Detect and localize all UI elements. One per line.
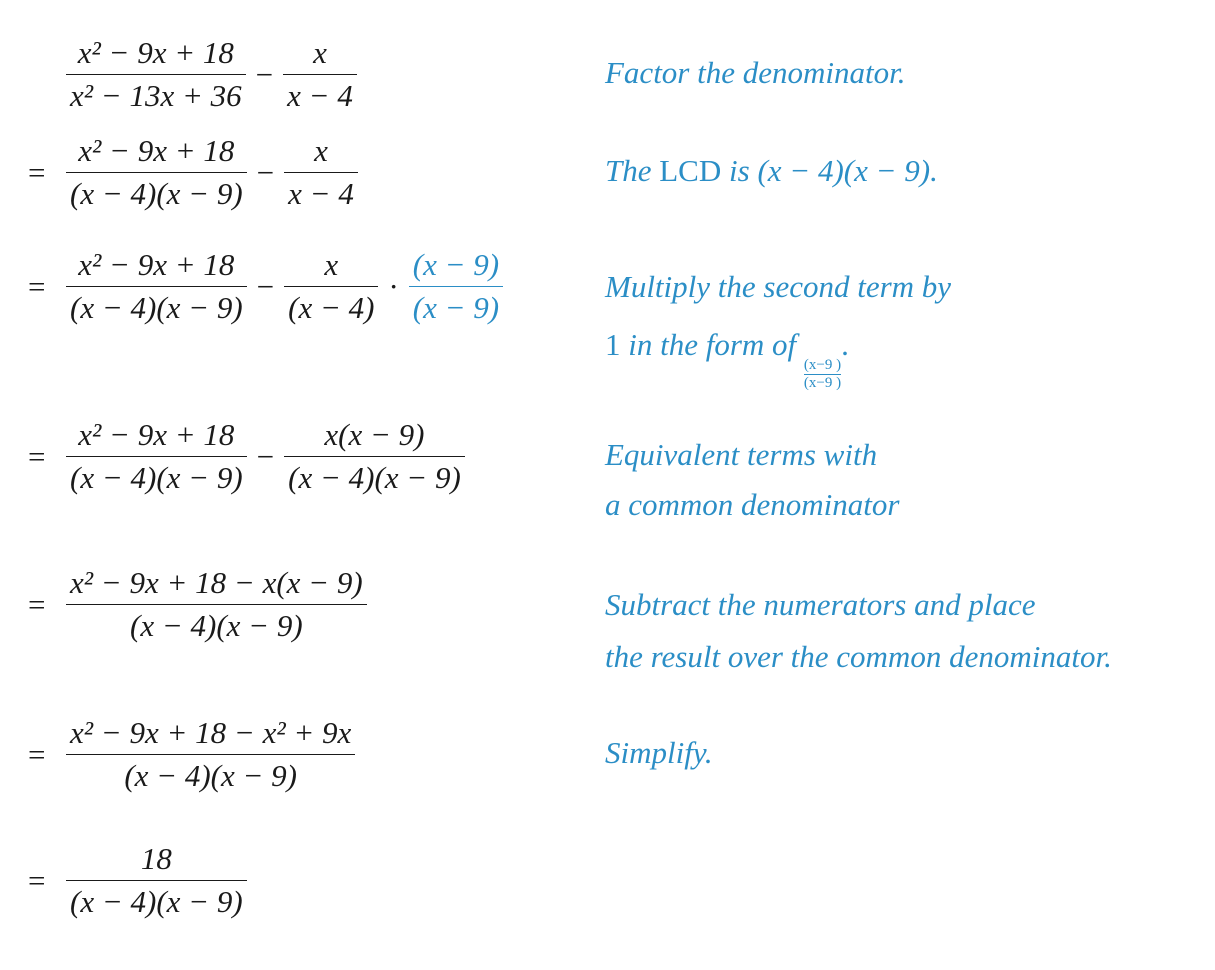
fraction-1 xyxy=(66,244,247,329)
fraction-1 xyxy=(66,712,355,797)
note-subtract-line-1: Subtract the numerators and place xyxy=(605,587,1036,622)
denominator: x − 4 xyxy=(288,176,354,211)
multiply-dot: · xyxy=(388,268,399,304)
denominator: (x − 4)(x − 9) xyxy=(70,884,243,919)
minus-operator: − xyxy=(256,154,275,190)
numerator: x xyxy=(324,247,339,282)
denominator: (x − 4) xyxy=(288,290,375,325)
fraction-1 xyxy=(66,32,246,117)
denominator: (x − 9) xyxy=(412,290,500,325)
note-multiply-one: 1 xyxy=(605,327,621,362)
equals-sign: = xyxy=(28,268,46,304)
note-multiply-line-1: Multiply the second term by xyxy=(605,269,952,304)
numerator: x² − 9x + 18 − x² + 9x xyxy=(70,715,352,750)
fraction-1 xyxy=(66,838,247,923)
equals-sign: = xyxy=(28,862,46,898)
minus-operator: − xyxy=(255,56,274,92)
note-subtract-line-2: the result over the common denominator. xyxy=(605,639,1112,674)
numerator: x² − 9x + 18 xyxy=(78,417,235,452)
step-4 xyxy=(28,414,471,499)
denominator: (x − 4)(x − 9) xyxy=(70,176,243,211)
numerator: x² − 9x + 18 xyxy=(78,133,235,168)
step-1 xyxy=(28,32,363,117)
fraction-1 xyxy=(66,562,367,647)
numerator: (x − 9) xyxy=(412,247,500,282)
denominator: x − 4 xyxy=(287,78,353,113)
numerator: x² − 9x + 18 xyxy=(77,35,234,70)
note-multiply-form: in the form of xyxy=(628,327,797,362)
fraction-one-form xyxy=(409,244,503,329)
denominator: (x − 4)(x − 9) xyxy=(288,460,461,495)
note-multiply-line-2 xyxy=(605,320,849,392)
equals-sign: = xyxy=(28,154,46,190)
equals-sign: = xyxy=(28,438,46,474)
step-6 xyxy=(28,712,361,797)
equals-sign: = xyxy=(28,586,46,622)
minus-operator: − xyxy=(256,268,275,304)
denominator: (x − 4)(x − 9) xyxy=(124,758,297,793)
step-2 xyxy=(28,130,364,215)
note-equivalent-line-1: Equivalent terms with xyxy=(605,437,878,472)
minus-operator: − xyxy=(256,438,275,474)
numerator: x² − 9x + 18 − x(x − 9) xyxy=(70,565,363,600)
note-lcd-prefix: The xyxy=(605,153,652,188)
numerator: x(x − 9) xyxy=(324,417,425,452)
step-5 xyxy=(28,562,373,647)
denominator: (x − 4)(x − 9) xyxy=(130,608,303,643)
note-lcd-word: LCD xyxy=(659,153,722,188)
step-7 xyxy=(28,838,253,923)
note-simplify: Simplify. xyxy=(605,735,713,770)
numerator: x² − 9x + 18 xyxy=(78,247,235,282)
fraction-1 xyxy=(66,414,247,499)
denominator: (x − 4)(x − 9) xyxy=(70,290,243,325)
equals-sign: = xyxy=(28,736,46,772)
note-lcd-value: (x − 4)(x − 9). xyxy=(757,153,938,188)
numerator: 18 xyxy=(140,841,172,876)
step-3 xyxy=(28,244,509,329)
fraction-2 xyxy=(284,130,358,215)
mini-numerator: (x−9 ) xyxy=(803,357,842,373)
fraction-2 xyxy=(283,32,357,117)
note-multiply-period: . xyxy=(841,327,849,362)
fraction-2 xyxy=(284,244,378,329)
fraction-2 xyxy=(284,414,465,499)
mini-denominator: (x−9 ) xyxy=(803,375,842,391)
numerator: x xyxy=(313,35,327,70)
fraction-1 xyxy=(66,130,247,215)
note-lcd-is: is xyxy=(729,153,750,188)
note-factor: Factor the denominator. xyxy=(605,55,906,90)
denominator: (x − 4)(x − 9) xyxy=(70,460,243,495)
note-mini-fraction xyxy=(804,357,841,392)
denominator: x² − 13x + 36 xyxy=(70,78,242,113)
note-equivalent-line-2: a common denominator xyxy=(605,487,900,522)
note-lcd xyxy=(605,146,938,196)
numerator: x xyxy=(314,133,328,168)
